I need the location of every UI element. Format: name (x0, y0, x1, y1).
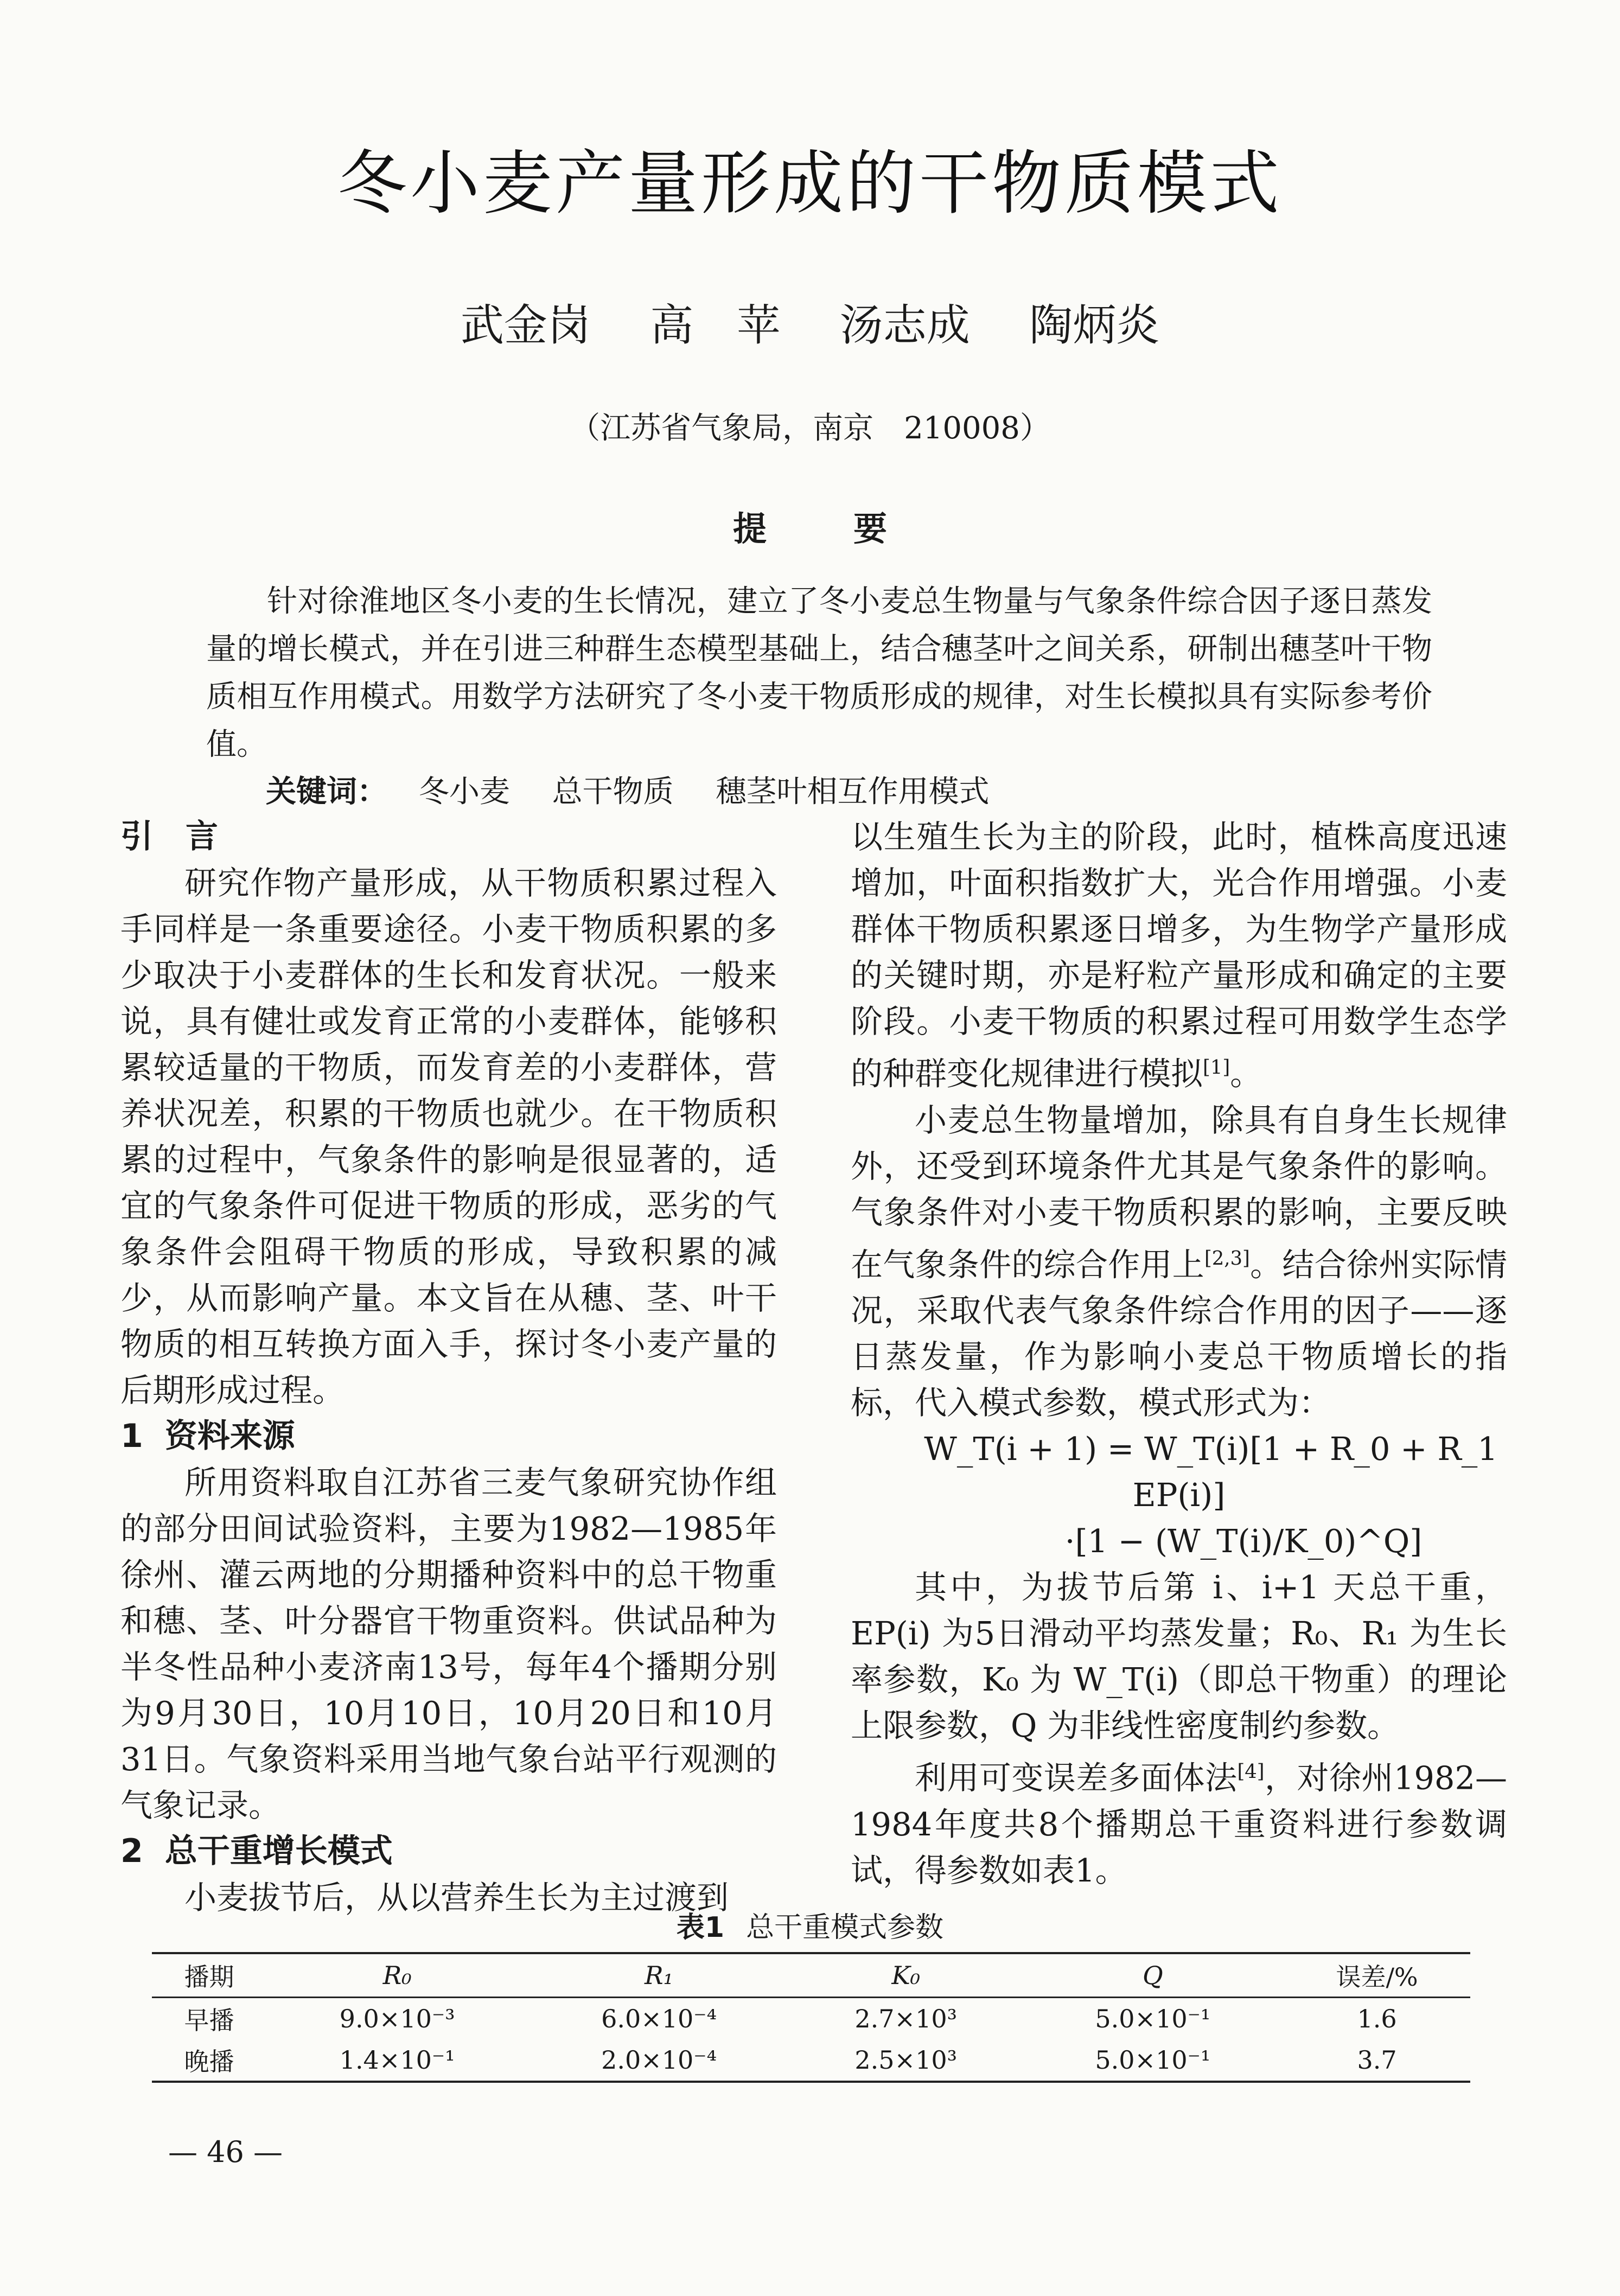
table-cell: 2.0×10⁻⁴ (528, 2039, 789, 2082)
section-2-paragraph-cont (851, 814, 1507, 1097)
right-column (851, 814, 1507, 1893)
section-2-text-2a: 小麦总生物量增加，除具有自身生长规律外，还受到环境条件尤其是气象条件的影响。气象条件对小麦干物质积累的影响，主要反映在气象条件的综合作用上 (851, 1101, 1507, 1284)
citation-2-3: [2,3] (1204, 1247, 1250, 1270)
keyword-3: 穗茎叶相互作用模式 (716, 774, 990, 809)
section-2-heading (120, 1828, 777, 1874)
section-1-title: 资料来源 (164, 1417, 295, 1455)
keywords-label: 关键词： (266, 774, 387, 809)
paper-title: 冬小麦产量形成的干物质模式 (337, 143, 1283, 224)
author-3: 汤志成 (839, 300, 970, 350)
keyword-1: 冬小麦 (418, 774, 510, 809)
author-list (0, 290, 1620, 353)
left-column (120, 814, 777, 1921)
table-header: Q (1022, 1953, 1284, 1998)
table-row (152, 2039, 1470, 2082)
formula-line-2: ·[1 − (W_T(i)/K_0)^Q] (1064, 1522, 1423, 1560)
author-1: 武金岗 (460, 300, 591, 350)
formula-line-1: W_T(i + 1) = W_T(i)[1 + R_0 + R_1 EP(i)] (924, 1430, 1498, 1514)
intro-heading: 引 言 (120, 818, 218, 856)
author-4: 陶炳炎 (1029, 300, 1160, 350)
abstract-heading: 提要 (732, 509, 974, 549)
section-2-text: 以生殖生长为主的阶段，此时，植株高度迅速增加，叶面积指数扩大，光合作用增强。小麦群体干物质积累逐日增多，为生物学产量形成的关键时期，亦是籽粒产量形成和确定的主要阶段。小麦干物质的积累过程可用数学生态学的种群变化规律进行模拟 (851, 818, 1507, 1093)
section-1-paragraph: 所用资料取自江苏省三麦气象研究协作组的部分田间试验资料，主要为1982—1985年徐州、灌云两地的分期播种资料中的总干物重和穗、茎、叶分器官干物重资料。供试品种为半冬性品种小麦济南13号，每年4个播期分别为9月30日，10月10日，10月20日和10月31日。气象资料采用当地气象台站平行观测的气象记录。 (120, 1464, 777, 1824)
parameter-table (152, 1952, 1470, 2083)
table-cell: 2.5×10³ (790, 2039, 1022, 2082)
keyword-2: 总干物质 (552, 774, 674, 809)
section-2-text-4b: ，对徐州1982—1984年度共8个播期总干重资料进行参数调试，得参数如表1。 (851, 1759, 1507, 1889)
section-2-text-2b: 。结合徐州实际情况，采取代表气象条件综合作用的因子——逐日蒸发量，作为影响小麦总干物质增长的指标，代入模式参数，模式形式为： (851, 1246, 1507, 1422)
section-2-title: 总干重增长模式 (164, 1832, 393, 1870)
table-header: 播期 (152, 1953, 266, 1998)
table-cell: 5.0×10⁻¹ (1095, 2004, 1211, 2033)
table-caption-text: 总干重模式参数 (746, 1911, 944, 1944)
table-cell: 3.7 (1284, 2039, 1470, 2082)
table-header: R₀ (266, 1953, 528, 1998)
table-cell: 6.0×10⁻⁴ (601, 2004, 717, 2033)
section-2-text-4a: 利用可变误差多面体法 (915, 1759, 1238, 1797)
citation-1: [1] (1203, 1056, 1230, 1079)
table-cell: 2.7×10³ (854, 2004, 958, 2033)
citation-4: [4] (1237, 1761, 1265, 1783)
table-row (152, 1998, 1470, 2040)
section-1-heading (120, 1413, 777, 1459)
section-2-number: 2 (120, 1832, 143, 1870)
table-cell: 晚播 (152, 2039, 266, 2082)
section-2-paragraph-2 (851, 1097, 1507, 1426)
punctuation: 。 (1230, 1055, 1262, 1093)
abstract-text: 针对徐淮地区冬小麦的生长情况，建立了冬小麦总生物量与气象条件综合因子逐日蒸发量的增长模式，并在引进三种群生态模型基础上，结合穗茎叶之间关系，研制出穗茎叶干物质相互作用模式。用数学方法研究了冬小麦干物质形成的规律，对生长模拟具有实际参考价值。 (206, 584, 1432, 762)
section-2-paragraph-4 (851, 1749, 1507, 1893)
table-caption (0, 1904, 1620, 1945)
table-header-row (152, 1953, 1470, 1998)
table-cell: 早播 (184, 2006, 234, 2035)
table-cell: 1.4×10⁻¹ (266, 2039, 528, 2082)
section-2-text-3b: 为拔节后第 i、i+1 天总干重，EP(i) 为5日滑动平均蒸发量；R₀、R₁ 为生长率参数，K₀ 为 W_T(i)（即总干物重）的理论上限参数，Q 为非线性密度制约参数。 (851, 1568, 1507, 1745)
page-number: — 46 — (168, 2135, 283, 2169)
section-2-text-3a: 其中， (915, 1568, 1022, 1606)
intro-paragraph: 研究作物产量形成，从干物质积累过程入手同样是一条重要途径。小麦干物质积累的多少取决于小麦群体的生长和发育状况。一般来说，具有健壮或发育正常的小麦群体，能够积累较适量的干物质，而发育差的小麦群体，营养状况差，积累的干物质也就少。在干物质积累的过程中，气象条件的影响是很显著的，适宜的气象条件可促进干物质的形成，恶劣的气象条件会阻碍干物质的形成，导致积累的减少，从而影响产量。本文旨在从穗、茎、叶干物质的相互转换方面入手，探讨冬小麦产量的后期形成过程。 (120, 864, 777, 1409)
section-2-paragraph-start: 小麦拔节后，从以营养生长为主过渡到 (184, 1879, 729, 1916)
author-2: 高 苹 (650, 300, 781, 350)
section-2-paragraph-3 (851, 1564, 1507, 1749)
table-label: 表1 (676, 1911, 725, 1944)
table-cell: 1.6 (1357, 2004, 1397, 2033)
keywords (266, 770, 1022, 814)
affiliation: （江苏省气象局，南京 210008） (570, 411, 1050, 446)
table-header: K₀ (790, 1953, 1022, 1998)
table-header: R₁ (528, 1953, 789, 1998)
section-1-number: 1 (120, 1417, 143, 1455)
table-cell: 5.0×10⁻¹ (1022, 2039, 1284, 2082)
table-cell: 9.0×10⁻³ (339, 2004, 455, 2033)
table-header: 误差/% (1284, 1953, 1470, 1998)
